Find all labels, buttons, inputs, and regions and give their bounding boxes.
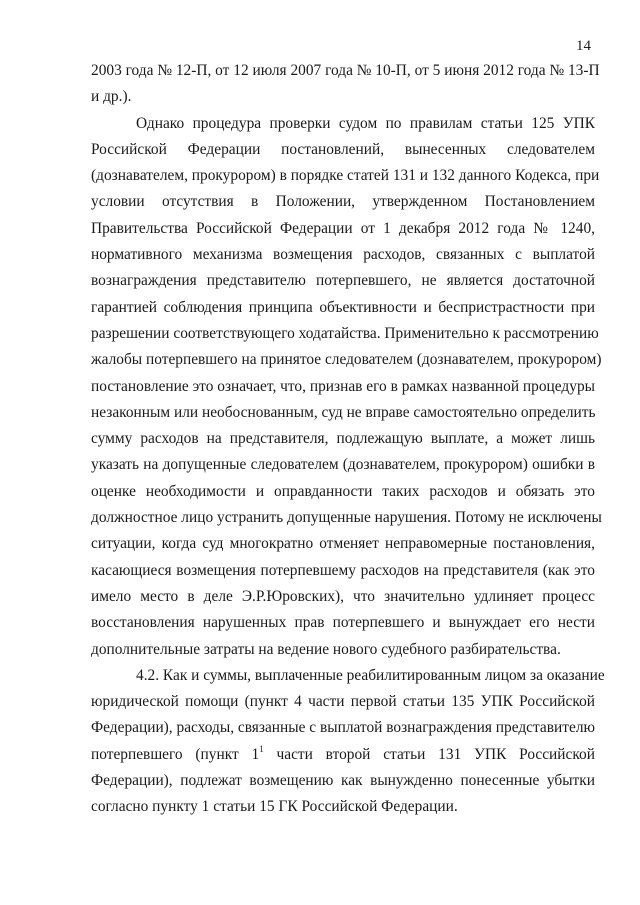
text-line xyxy=(91,295,595,321)
line-text: потерпевшего (пункт 1 xyxy=(91,745,260,763)
text-line xyxy=(91,689,595,715)
line-text: ситуации, когда суд многократно отменяет неправомерные постановления, xyxy=(91,535,595,553)
text-line xyxy=(91,400,595,426)
line-text: Однако процедура проверки судом по правилам статьи 125 УПК xyxy=(136,114,595,132)
text-line xyxy=(91,426,595,452)
line-text: нормативного механизма возмещения расходов, связанных с выплатой xyxy=(91,246,595,264)
text-line xyxy=(91,794,595,820)
line-text: Федерации), подлежат возмещению как вынужденно понесенные убытки xyxy=(91,772,595,790)
line-text: Правительства Российской Федерации от 1 декабря 2012 года № 1240, xyxy=(91,219,595,237)
line-text: незаконным или необоснованным, суд не вправе самостоятельно определить xyxy=(91,403,596,421)
text-line xyxy=(91,610,595,636)
line-text: юридической помощи (пункт 4 части первой статьи 135 УПК Российской xyxy=(91,693,595,711)
text-line xyxy=(91,216,595,242)
text-line xyxy=(91,321,599,347)
line-text: восстановления нарушенных прав потерпевшего и вынуждает его нести xyxy=(91,614,595,632)
text-line xyxy=(91,531,595,557)
line-text: дополнительные затраты на ведение нового судебного разбирательства. xyxy=(91,640,561,658)
line-text: условии отсутствия в Положении, утвержденном Постановлением xyxy=(91,193,595,211)
line-text: 4.2. Как и суммы, выплаченные реабилитированным лицом за оказание xyxy=(136,666,605,684)
line-text: гарантией соблюдения принципа объективности и беспристрастности при xyxy=(91,298,595,316)
line-text: согласно пункту 1 статьи 15 ГК Российской Федерации. xyxy=(91,798,458,816)
text-line xyxy=(91,663,605,689)
text-line xyxy=(91,558,595,584)
text-line xyxy=(91,505,602,531)
text-line xyxy=(91,189,595,215)
page-number: 14 xyxy=(576,38,591,54)
text-line xyxy=(91,347,602,373)
text-line xyxy=(91,268,595,294)
line-text: указать на допущенные следователем (дознавателем, прокурором) ошибки в xyxy=(91,456,595,474)
line-text: должностное лицо устранить допущенные нарушения. Потому не исключены xyxy=(91,509,602,527)
line-text: Российской Федерации постановлений, вынесенных следователем xyxy=(91,140,595,158)
line-text: вознаграждения представителю потерпевшего, не является достаточной xyxy=(91,272,595,290)
document-body xyxy=(91,58,605,821)
text-line xyxy=(91,768,595,794)
text-line xyxy=(91,58,600,84)
line-text: и др.). xyxy=(91,88,132,106)
line-text: оценке необходимости и оправданности таких расходов и обязать это xyxy=(91,482,595,500)
superscript: 1 xyxy=(259,743,264,754)
text-line xyxy=(91,84,595,110)
text-line xyxy=(91,242,595,268)
paragraph xyxy=(91,663,605,821)
line-text-tail: части второй статьи 131 УПК Российской xyxy=(263,745,595,763)
line-text: постановление это означает, что, признав его в рамках названной процедуры xyxy=(91,377,595,395)
line-text: касающиеся возмещения потерпевшему расходов на представителя (как это xyxy=(91,561,595,579)
text-line xyxy=(91,452,595,478)
line-text: жалобы потерпевшего на принятое следователем (дознавателем, прокурором) xyxy=(91,351,602,369)
line-text: имело место в деле Э.Р.Юровских), что значительно удлиняет процесс xyxy=(91,587,595,605)
text-line xyxy=(91,715,595,741)
text-line xyxy=(91,637,595,663)
text-line xyxy=(91,163,600,189)
paragraph xyxy=(91,111,602,663)
text-line xyxy=(91,137,595,163)
paragraph xyxy=(91,58,600,111)
text-line xyxy=(91,374,595,400)
text-line xyxy=(91,111,595,137)
line-text: сумму расходов на представителя, подлежащую выплате, а может лишь xyxy=(91,430,595,448)
text-line xyxy=(91,479,595,505)
line-text: разрешении соответствующего ходатайства. Применительно к рассмотрению xyxy=(91,324,599,342)
line-text: Федерации), расходы, связанные с выплатой вознаграждения представителю xyxy=(91,719,595,737)
text-line xyxy=(91,584,595,610)
line-text: 2003 года № 12-П, от 12 июля 2007 года № 10-П, от 5 июня 2012 года № 13-П xyxy=(91,62,600,79)
line-text: (дознавателем, прокурором) в порядке статей 131 и 132 данного Кодекса, при xyxy=(91,167,600,185)
text-line xyxy=(91,742,595,768)
